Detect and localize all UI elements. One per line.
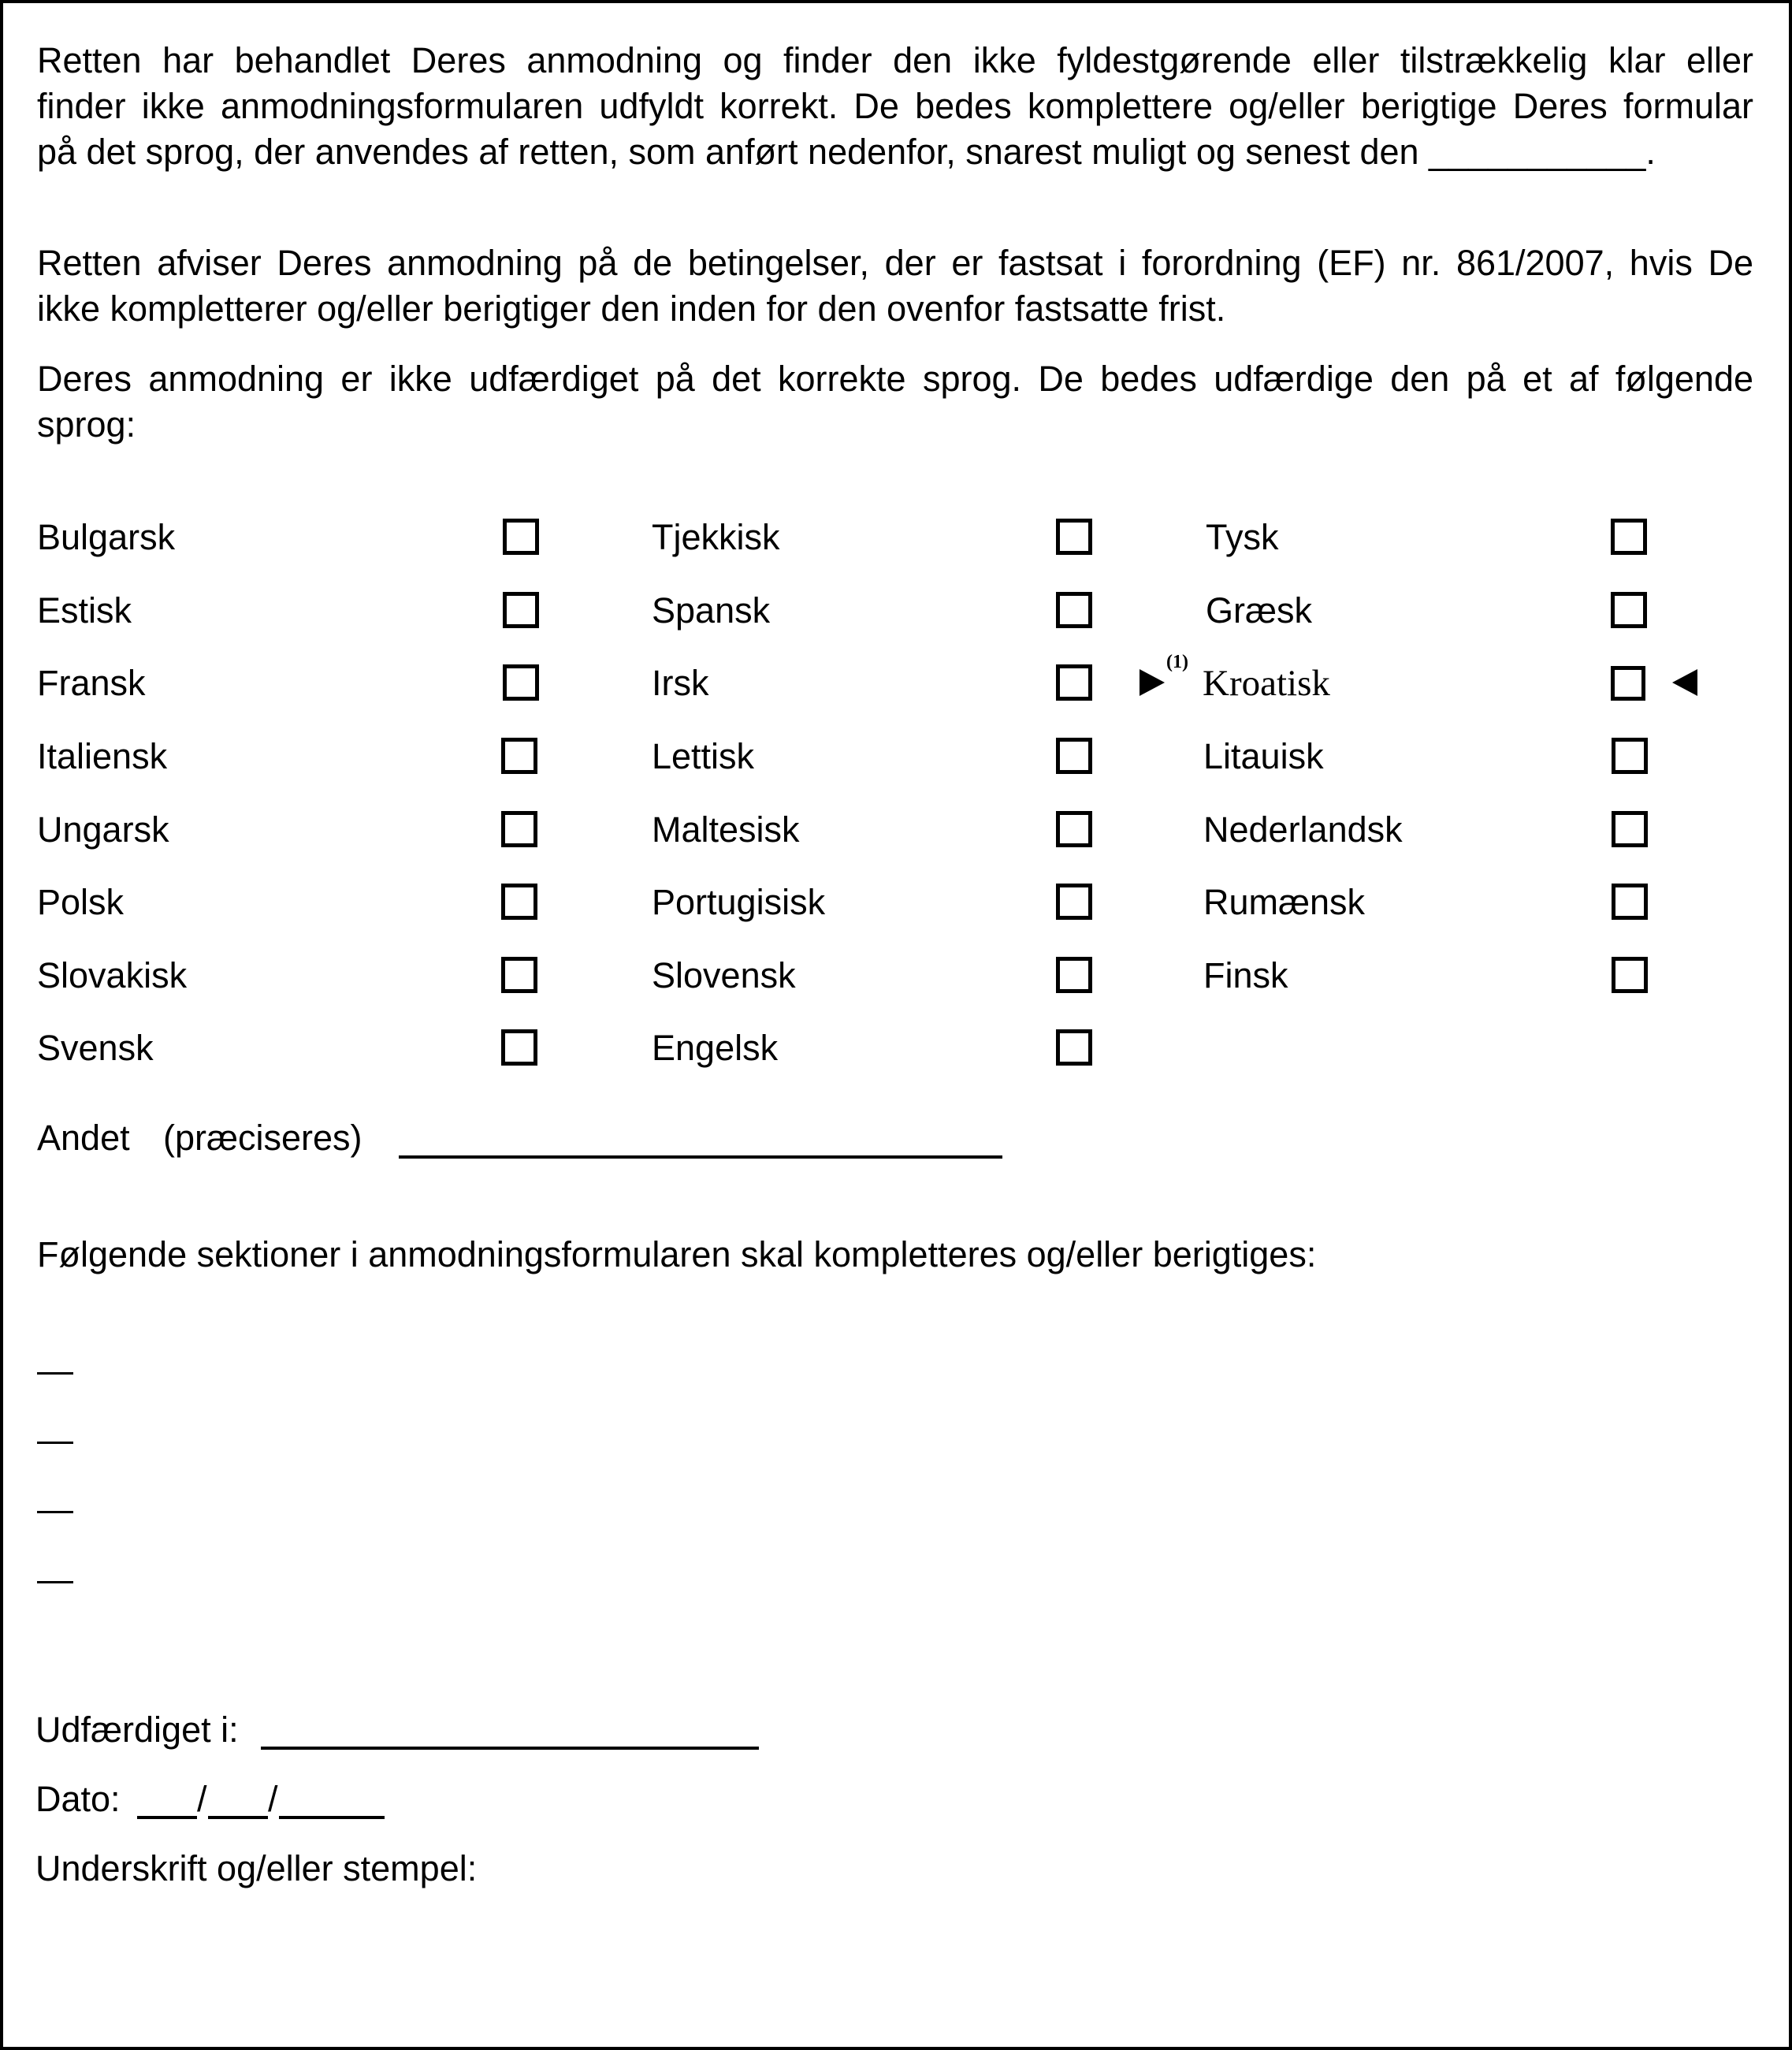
checkbox-fransk[interactable]	[503, 664, 539, 701]
language-label-graesk: Græsk	[1206, 590, 1312, 631]
checkbox-litauisk[interactable]	[1612, 738, 1648, 774]
section-entry-line-2[interactable]	[37, 1442, 73, 1444]
language-label-nederlandsk: Nederlandsk	[1203, 809, 1403, 850]
paragraph-line: ikke kompletterer og/eller berigtiger den inden for den ovenfor fastsatte frist.	[37, 288, 1226, 329]
language-label-slovakisk: Slovakisk	[37, 955, 188, 995]
place-label: Udfærdiget i:	[35, 1710, 239, 1750]
language-label-irsk: Irsk	[652, 663, 709, 703]
date-separator: /	[197, 1779, 207, 1819]
footnote-marker: (1)	[1166, 652, 1188, 672]
checkbox-italiensk[interactable]	[501, 738, 537, 774]
paragraph-line: Retten har behandlet Deres anmodning og finder den ikke fyldestgørende eller tilstrækkelig klar eller	[37, 40, 1753, 80]
language-label-fransk: Fransk	[37, 663, 146, 703]
date-month-input-line[interactable]	[208, 1816, 268, 1819]
language-label-litauisk: Litauisk	[1203, 736, 1324, 776]
insert-start-marker-icon	[1140, 669, 1165, 696]
section-entry-line-1[interactable]	[37, 1372, 73, 1375]
language-label-bulgarsk: Bulgarsk	[37, 517, 176, 557]
language-label-tysk: Tysk	[1206, 517, 1279, 557]
language-label-tjekkisk: Tjekkisk	[652, 517, 780, 557]
language-label-slovensk: Slovensk	[652, 955, 796, 995]
section-entry-line-4[interactable]	[37, 1581, 73, 1583]
signature-label: Underskrift og/eller stempel:	[35, 1848, 478, 1888]
checkbox-slovensk[interactable]	[1056, 957, 1092, 993]
checkbox-rumaensk[interactable]	[1612, 884, 1648, 920]
paragraph-line: Retten afviser Deres anmodning på de betingelser, der er fastsat i forordning (EF) nr. 861/2007, hvis De	[37, 243, 1753, 283]
checkbox-engelsk[interactable]	[1056, 1029, 1092, 1066]
checkbox-spansk[interactable]	[1056, 592, 1092, 628]
checkbox-portugisisk[interactable]	[1056, 884, 1092, 920]
checkbox-slovakisk[interactable]	[501, 957, 537, 993]
checkbox-kroatisk[interactable]	[1611, 666, 1645, 701]
paragraph-wrong-language	[37, 356, 1753, 448]
checkbox-ungarsk[interactable]	[501, 811, 537, 847]
checkbox-polsk[interactable]	[501, 884, 537, 920]
checkbox-maltesisk[interactable]	[1056, 811, 1092, 847]
sections-heading: Følgende sektioner i anmodningsformularen skal kompletteres og/eller berigtiges:	[37, 1234, 1317, 1274]
language-label-ungarsk: Ungarsk	[37, 809, 169, 850]
language-label-svensk: Svensk	[37, 1028, 154, 1068]
checkbox-svensk[interactable]	[501, 1029, 537, 1066]
checkbox-tjekkisk[interactable]	[1056, 519, 1092, 555]
checkbox-tysk[interactable]	[1611, 519, 1647, 555]
date-year-input-line[interactable]	[279, 1816, 385, 1819]
checkbox-irsk[interactable]	[1056, 664, 1092, 701]
language-label-portugisisk: Portugisisk	[652, 882, 826, 922]
section-entry-line-3[interactable]	[37, 1511, 73, 1513]
insert-end-marker-icon	[1672, 669, 1697, 696]
other-language-input-line[interactable]	[399, 1155, 1002, 1159]
paragraph-line: sprog:	[37, 404, 136, 445]
language-label-engelsk: Engelsk	[652, 1028, 779, 1068]
language-label-spansk: Spansk	[652, 590, 771, 631]
checkbox-nederlandsk[interactable]	[1612, 811, 1648, 847]
language-label-estisk: Estisk	[37, 590, 132, 631]
paragraph-incomplete-request	[37, 38, 1753, 175]
date-label: Dato:	[35, 1779, 121, 1819]
place-input-line[interactable]	[261, 1747, 759, 1750]
date-separator: /	[268, 1779, 278, 1819]
language-label-italiensk: Italiensk	[37, 736, 168, 776]
paragraph-line: finder ikke anmodningsformularen udfyldt korrekt. De bedes komplettere og/eller berigtige Deres formular	[37, 86, 1753, 126]
checkbox-lettisk[interactable]	[1056, 738, 1092, 774]
paragraph-rejection-notice	[37, 240, 1753, 332]
language-label-finsk: Finsk	[1203, 955, 1288, 995]
other-language-label: Andet	[37, 1118, 130, 1158]
language-label-kroatisk: Kroatisk	[1203, 663, 1330, 704]
checkbox-bulgarsk[interactable]	[503, 519, 539, 555]
language-label-lettisk: Lettisk	[652, 736, 755, 776]
language-label-polsk: Polsk	[37, 882, 125, 922]
other-language-hint: (præciseres)	[163, 1118, 362, 1158]
language-label-rumaensk: Rumænsk	[1203, 882, 1366, 922]
checkbox-finsk[interactable]	[1612, 957, 1648, 993]
checkbox-estisk[interactable]	[503, 592, 539, 628]
checkbox-graesk[interactable]	[1611, 592, 1647, 628]
date-day-input-line[interactable]	[137, 1816, 197, 1819]
paragraph-line: på det sprog, der anvendes af retten, som anført nedenfor, snarest muligt og senest den ___________.	[37, 132, 1656, 172]
paragraph-line: Deres anmodning er ikke udfærdiget på det korrekte sprog. De bedes udfærdige den på et af følgende	[37, 359, 1753, 399]
language-label-maltesisk: Maltesisk	[652, 809, 800, 850]
